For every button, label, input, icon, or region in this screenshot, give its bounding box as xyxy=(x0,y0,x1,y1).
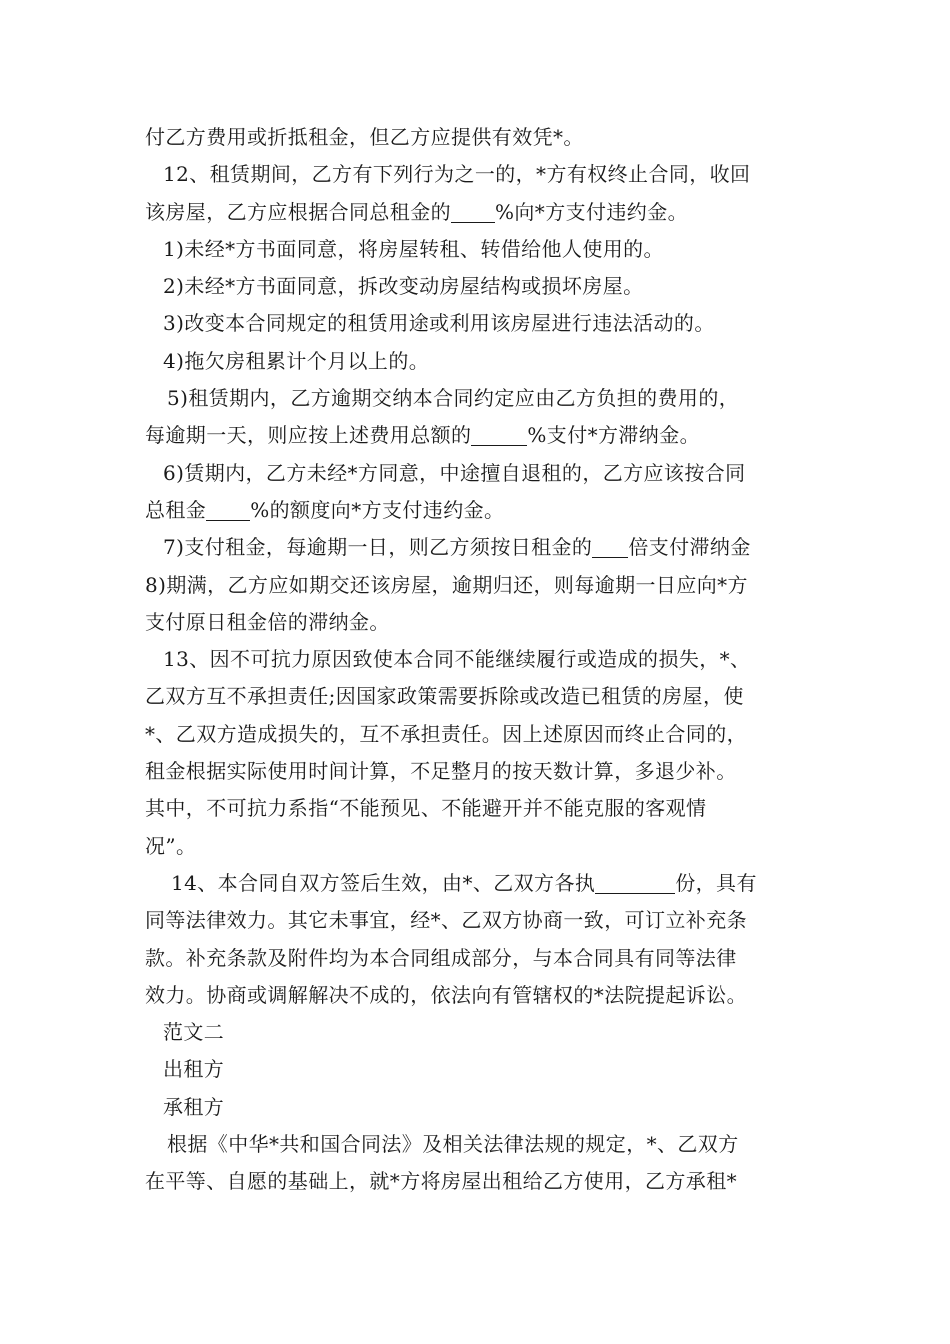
preamble-line-2 xyxy=(145,1163,813,1200)
text-span: 同等法律效力。其它未事宜，经*、乙双方协商一致，可订立补充条 xyxy=(145,908,747,933)
item-6-line-1 xyxy=(145,455,813,492)
item-1-line xyxy=(145,231,813,268)
clause-14-line-2 xyxy=(145,902,813,939)
item-5-line-2 xyxy=(145,417,813,454)
text-span: 乙双方互不承担责任;因国家政策需要拆除或改造已租赁的房屋，使 xyxy=(145,684,744,709)
text-span: 每逾期一天，则应按上述费用总额的 xyxy=(145,423,472,448)
item-7-line xyxy=(145,529,813,566)
clause-13-line-1 xyxy=(145,641,813,678)
text-span: 倍支付滞纳金 xyxy=(628,535,751,560)
text-line xyxy=(145,119,813,156)
text-span: 在平等、自愿的基础上，就*方将房屋出租给乙方使用，乙方承租* xyxy=(145,1169,737,1194)
document-body xyxy=(145,119,813,1201)
text-span: 总租金 xyxy=(145,497,207,522)
clause-14-line-3 xyxy=(145,940,813,977)
clause-12-line-1 xyxy=(145,156,813,193)
text-span: 份，具有 xyxy=(675,870,757,895)
fill-in-blank xyxy=(471,423,527,446)
clause-14-line-1 xyxy=(145,865,813,902)
fill-in-blank xyxy=(592,535,628,558)
clause-14-line-4 xyxy=(145,977,813,1014)
text-span: 付乙方费用或折抵租金，但乙方应提供有效凭*。 xyxy=(145,125,584,149)
item-3-line xyxy=(145,305,813,342)
clause-12-line-2 xyxy=(145,194,813,231)
text-span: 2)未经*方书面同意，拆改变动房屋结构或损坏房屋。 xyxy=(163,274,644,299)
clause-13-line-4 xyxy=(145,753,813,790)
lessor-label xyxy=(145,1051,813,1088)
clause-13-line-6 xyxy=(145,828,813,865)
clause-13-line-2 xyxy=(145,678,813,715)
text-span: %向*方支付违约金。 xyxy=(495,199,689,224)
fill-in-blank xyxy=(595,871,675,894)
item-8-line-2 xyxy=(145,604,813,641)
text-span: 14、本合同自双方签后生效，由*、乙双方各执 xyxy=(171,870,596,895)
text-span: 6)赁期内，乙方未经*方同意，中途擅自退租的，乙方应该按合同 xyxy=(163,460,746,485)
item-4-line xyxy=(145,343,813,380)
text-span: 款。补充条款及附件均为本合同组成部分，与本合同具有同等法律 xyxy=(145,945,737,970)
text-span: 其中，不可抗力系指“不能预见、不能避开并不能克服的客观情 xyxy=(145,796,707,821)
fill-in-blank xyxy=(206,498,250,521)
preamble-line-1 xyxy=(145,1126,813,1163)
text-span: 3)改变本合同规定的租赁用途或利用该房屋进行违法活动的。 xyxy=(163,311,715,336)
text-span: 承租方 xyxy=(163,1094,225,1119)
clause-13-line-5 xyxy=(145,790,813,827)
item-5-line-1 xyxy=(145,380,813,417)
text-span: %支付*方滞纳金。 xyxy=(527,423,701,448)
text-span: 根据《中华*共和国合同法》及相关法律法规的规定，*、乙双方 xyxy=(167,1132,739,1157)
text-span: 4)拖欠房租累计个月以上的。 xyxy=(163,348,430,373)
text-span: 租金根据实际使用时间计算，不足整月的按天数计算，多退少补。 xyxy=(145,759,737,784)
item-2-line xyxy=(145,268,813,305)
text-span: 12、租赁期间，乙方有下列行为之一的，*方有权终止合同，收回 xyxy=(163,162,751,187)
item-6-line-2 xyxy=(145,492,813,529)
text-span: 7)支付租金，每逾期一日，则乙方须按日租金的 xyxy=(163,535,593,560)
text-span: 况”。 xyxy=(145,833,197,858)
text-span: %的额度向*方支付违约金。 xyxy=(250,497,505,522)
item-8-line-1 xyxy=(145,567,813,604)
text-span: 13、因不可抗力原因致使本合同不能继续履行或造成的损失，*、 xyxy=(163,647,751,672)
text-span: 范文二 xyxy=(163,1020,225,1045)
text-span: 出租方 xyxy=(163,1057,225,1082)
text-span: 该房屋，乙方应根据合同总租金的 xyxy=(145,199,451,224)
lessee-label xyxy=(145,1089,813,1126)
text-span: *、乙双方造成损失的，互不承担责任。因上述原因而终止合同的， xyxy=(145,721,747,746)
text-span: 效力。协商或调解解决不成的，依法向有管辖权的*法院提起诉讼。 xyxy=(145,982,747,1007)
text-span: 5)租赁期内，乙方逾期交纳本合同约定应由乙方负担的费用的， xyxy=(167,386,740,411)
text-span: 1)未经*方书面同意，将房屋转租、转借给他人使用的。 xyxy=(163,236,664,261)
fill-in-blank xyxy=(451,200,495,223)
section-heading xyxy=(145,1014,813,1051)
clause-13-line-3 xyxy=(145,716,813,753)
text-span: 支付原日租金倍的滞纳金。 xyxy=(145,609,390,634)
text-span: 8)期满，乙方应如期交还该房屋，逾期归还，则每逾期一日应向*方 xyxy=(145,572,748,597)
